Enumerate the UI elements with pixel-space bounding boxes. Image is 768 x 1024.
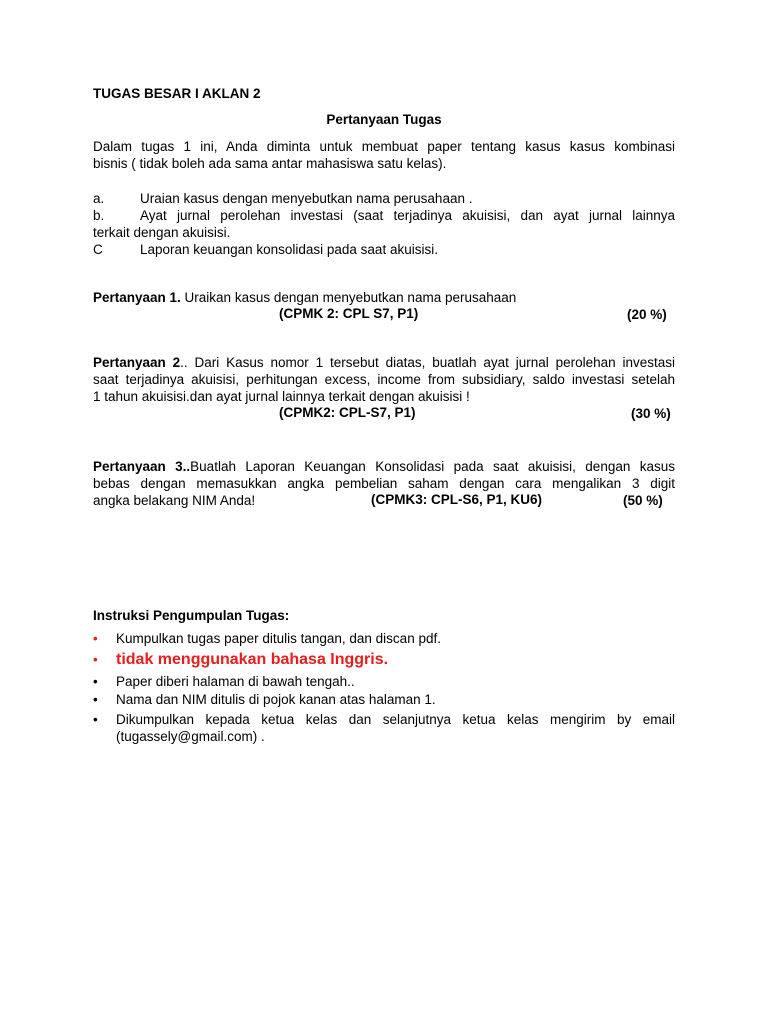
list-text: Ayat jurnal perolehan investasi (saat terjadinya akuisisi, dan ayat jurnal lainnya bbox=[140, 208, 675, 223]
instruction-item-2 bbox=[93, 651, 675, 668]
list-marker: C bbox=[93, 242, 103, 257]
list-item-a bbox=[93, 190, 675, 207]
instruction-text: Nama dan NIM ditulis di pojok kanan atas halaman 1. bbox=[116, 692, 436, 707]
bullet-icon: • bbox=[93, 674, 98, 689]
question-text-line-1: Buatlah Laporan Keuangan Konsolidasi pada saat akuisisi, dengan kasus bbox=[190, 459, 675, 474]
bullet-icon: • bbox=[93, 631, 98, 646]
question-text-line-2: saat terjadinya akuisisi, perhitungan excess, income from subsidiary, saldo investasi setelah bbox=[93, 372, 675, 387]
instruction-item-4 bbox=[93, 691, 675, 708]
instruction-item-5 bbox=[93, 711, 675, 745]
question-text-line-2: bebas dengan memasukkan angka pembelian saham dengan cara mengalikan 3 digit bbox=[93, 476, 675, 491]
document-subtitle: Pertanyaan Tugas bbox=[326, 112, 442, 127]
instruction-text-emphasis: tidak menggunakan bahasa Inggris. bbox=[116, 651, 389, 668]
instruction-text: Paper diberi halaman di bawah tengah.. bbox=[116, 674, 355, 689]
question-text-line-3: 1 tahun akuisisi.dan ayat jurnal lainnya terkait dengan akuisisi ! bbox=[93, 389, 470, 404]
question-text-line-3: angka belakang NIM Anda! bbox=[93, 493, 256, 508]
bullet-icon: • bbox=[93, 712, 98, 727]
question-2-weight: (30 %) bbox=[631, 406, 671, 421]
list-marker: b. bbox=[93, 208, 105, 223]
intro-line-2: bisnis ( tidak boleh ada sama antar mahasiswa satu kelas). bbox=[93, 156, 447, 171]
question-1-weight: (20 %) bbox=[627, 307, 667, 322]
bullet-icon: • bbox=[93, 652, 98, 667]
list-marker: a. bbox=[93, 191, 105, 206]
list-text-continuation: terkait dengan akuisisi. bbox=[93, 225, 231, 240]
instruction-item-3 bbox=[93, 673, 675, 690]
question-text: Uraikan kasus dengan menyebutkan nama perusahaan bbox=[180, 290, 517, 305]
list-item-b bbox=[93, 207, 675, 241]
question-label: Pertanyaan 1. bbox=[93, 290, 181, 305]
question-3-code: (CPMK3: CPL-S6, P1, KU6) bbox=[371, 492, 543, 507]
intro-paragraph bbox=[93, 138, 675, 172]
instruction-email: (tugassely@gmail.com) . bbox=[116, 729, 265, 744]
question-2 bbox=[93, 354, 675, 405]
instruction-text: Dikumpulkan kepada ketua kelas dan selanjutnya ketua kelas mengirim by email bbox=[116, 712, 675, 727]
question-text-line-1: .. Dari Kasus nomor 1 tersebut diatas, buatlah ayat jurnal perolehan investasi bbox=[180, 355, 676, 370]
question-1 bbox=[93, 289, 675, 306]
question-label: Pertanyaan 2 bbox=[93, 355, 181, 370]
list-item-c bbox=[93, 241, 675, 258]
bullet-icon: • bbox=[93, 692, 98, 707]
instructions-title: Instruksi Pengumpulan Tugas: bbox=[93, 608, 290, 623]
document-title: TUGAS BESAR I AKLAN 2 bbox=[93, 86, 261, 101]
instruction-text: Kumpulkan tugas paper ditulis tangan, dan discan pdf. bbox=[116, 631, 441, 646]
intro-line-1: Dalam tugas 1 ini, Anda diminta untuk membuat paper tentang kasus kasus kombinasi bbox=[93, 139, 675, 154]
question-3-weight: (50 %) bbox=[623, 493, 663, 508]
question-1-code: (CPMK 2: CPL S7, P1) bbox=[279, 306, 419, 321]
instruction-item-1 bbox=[93, 630, 675, 647]
list-text: Uraian kasus dengan menyebutkan nama perusahaan . bbox=[140, 191, 473, 206]
question-label: Pertanyaan 3.. bbox=[93, 459, 191, 474]
list-text: Laporan keuangan konsolidasi pada saat akuisisi. bbox=[140, 242, 438, 257]
question-2-code: (CPMK2: CPL-S7, P1) bbox=[279, 405, 416, 420]
